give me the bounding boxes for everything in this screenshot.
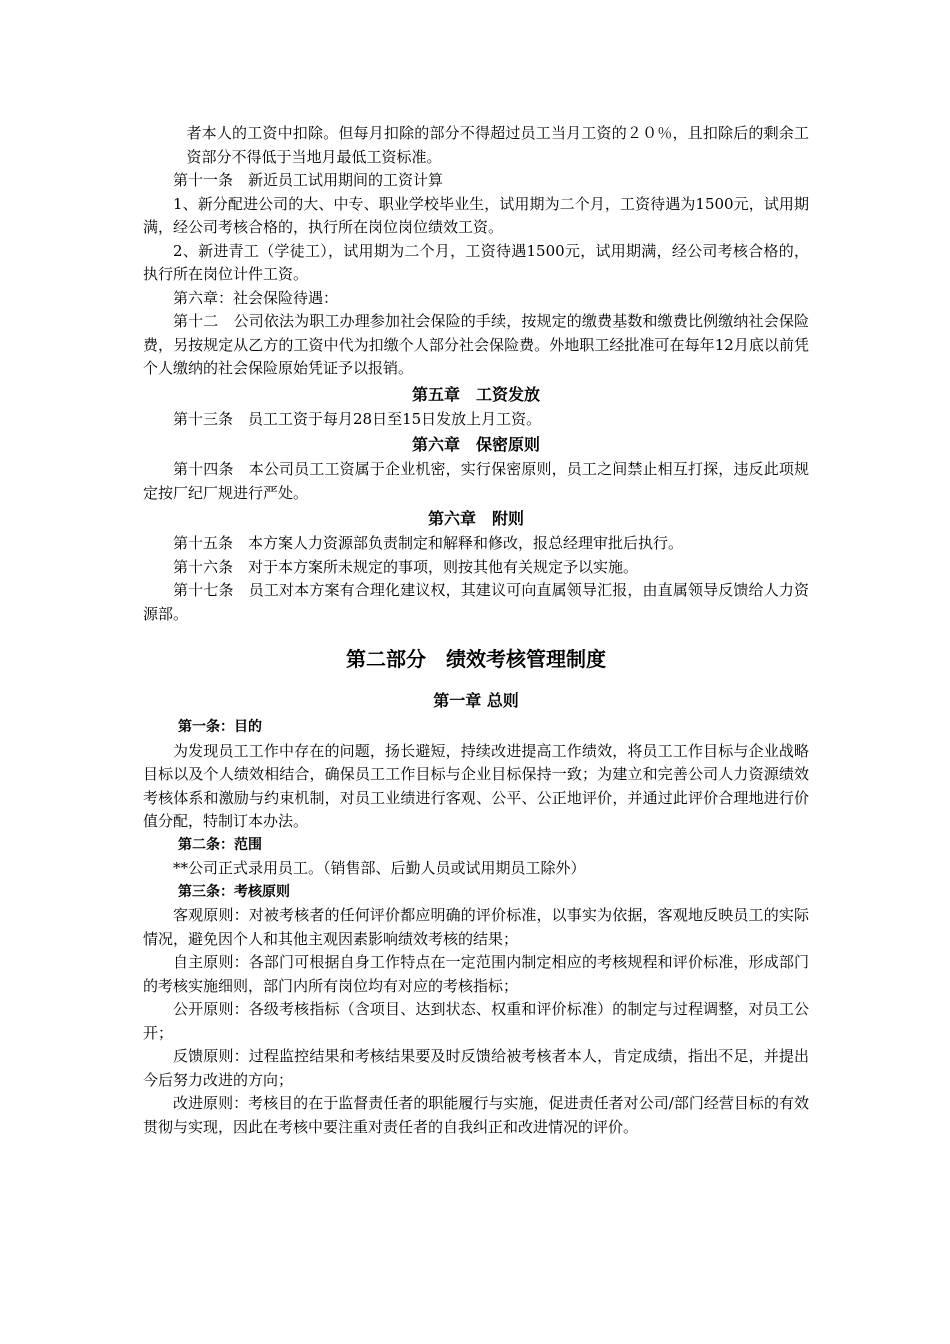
principle-autonomy: 自主原则：各部门可根据自身工作特点在一定范围内制定相应的考核规程和评价标准，形成部门的考核实施细则，部门内所有岗位均有对应的考核指标；	[143, 953, 809, 995]
continued-paragraph: 者本人的工资中扣除。但每月扣除的部分不得超过员工当月工资的２０％，且扣除后的剩余工资部分不得低于当地月最低工资标准。	[186, 124, 809, 166]
article-3-title: 第三条：考核原则	[178, 883, 290, 900]
article-12: 第十二 公司依法为职工办理参加社会保险的手续，按规定的缴费基数和缴费比例缴纳社会保险费，另按规定从乙方的工资中代为扣缴个人部分社会保险费。外地职工经批准可在每年12月底以前凭个人缴纳的社会保险原始凭证予以报销。	[143, 312, 809, 377]
chapter-6-confidentiality-heading: 第六章 保密原则	[411, 435, 540, 454]
principle-open: 公开原则：各级考核指标（含项目、达到状态、权重和评价标准）的制定与过程调整，对员工公开；	[143, 1000, 809, 1042]
chapter-5-heading: 第五章 工资发放	[411, 384, 540, 404]
article-14: 第十四条 本公司员工工资属于企业机密，实行保密原则，员工之间禁止相互打探，违反此项规定按厂纪厂规进行严处。	[143, 460, 809, 502]
article-15: 第十五条 本方案人力资源部负责制定和解释和修改，报总经理审批后执行。	[173, 534, 684, 552]
article-13: 第十三条 员工工资于每月28日至15日发放上月工资。	[173, 409, 542, 428]
article-1-title: 第一条：目的	[178, 719, 262, 735]
article-2-text: **公司正式录用员工。（销售部、后勤人员或试用期员工除外）	[173, 859, 586, 877]
chapter-6-social-insurance: 第六章：社会保险待遇：	[173, 288, 339, 307]
article-11-item-1: 1、新分配进公司的大、中专、职业学校毕业生，试用期为二个月，工资待遇为1500元，试用期满，经公司考核合格的，执行所在岗位岗位绩效工资。	[143, 194, 809, 236]
article-2-title: 第二条：范围	[178, 836, 262, 853]
part-2-title: 第二部分 绩效考核管理制度	[346, 647, 606, 671]
chapter-1-title: 第一章 总则	[433, 691, 519, 710]
chapter-6-supplementary-heading: 第六章 附则	[427, 509, 524, 528]
article-1-text: 为发现员工工作中存在的问题，扬长避短，持续改进提高工作绩效，将员工工作目标与企业战略目标以及个人绩效相结合，确保员工工作目标与企业目标保持一致；为建立和完善公司人力资源绩效考核体系和激励与约束机制，对员工业绩进行客观、公平、公正地评价，并通过此评价合理地进行价值分配，特制订本办法。	[143, 741, 809, 830]
principle-improve: 改进原则：考核目的在于监督责任者的职能履行与实施，促进责任者对公司/部门经营目标的有效贯彻与实现，因此在考核中要注重对责任者的自我纠正和改进情况的评价。	[143, 1094, 809, 1136]
article-17: 第十七条 员工对本方案有合理化建议权，其建议可向直属领导汇报，由直属领导反馈给人力资源部。	[143, 581, 809, 623]
article-11-item-2: 2、新进青工（学徒工），试用期为二个月，工资待遇1500元，试用期满，经公司考核合格的，执行所在岗位计件工资。	[143, 241, 809, 283]
principle-feedback: 反馈原则：过程监控结果和考核结果要及时反馈给被考核者本人，肯定成绩，指出不足，并提出今后努力改进的方向；	[143, 1047, 809, 1089]
article-16: 第十六条 对于本方案所未规定的事项，则按其他有关规定予以实施。	[173, 557, 639, 576]
article-11-title: 第十一条 新近员工试用期间的工资计算	[173, 171, 444, 189]
document-page	[143, 122, 809, 1139]
principle-objective: 客观原则：对被考核者的任何评价都应明确的评价标准，以事实为依据，客观地反映员工的实际情况，避免因个人和其他主观因素影响绩效考核的结果；	[143, 906, 809, 948]
